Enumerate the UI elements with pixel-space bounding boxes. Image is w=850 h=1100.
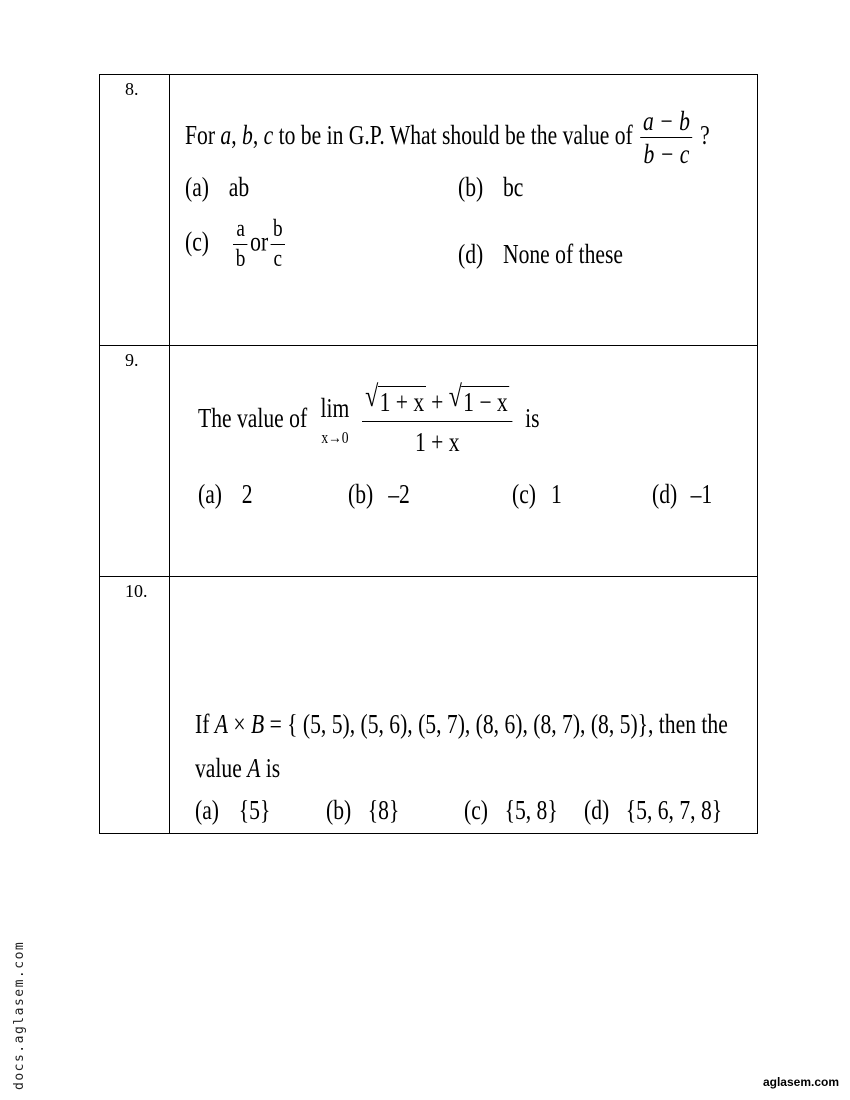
radicand: 1 + x bbox=[379, 387, 425, 418]
question-stem-line-1 bbox=[195, 709, 728, 740]
option-d bbox=[458, 239, 623, 270]
option-text: {5, 8} bbox=[504, 794, 558, 825]
option-text: –1 bbox=[690, 479, 713, 510]
separator: , bbox=[252, 120, 264, 151]
limit-operator bbox=[320, 392, 350, 448]
fraction-numerator: b bbox=[271, 215, 285, 245]
option-label: (c) bbox=[464, 794, 488, 825]
fraction-denominator: 1 + x bbox=[414, 426, 460, 457]
option-label: (d) bbox=[652, 479, 678, 510]
option-text: bc bbox=[502, 172, 524, 202]
fraction-numerator: a bbox=[233, 215, 247, 245]
stem-text: value bbox=[195, 752, 248, 783]
fraction bbox=[233, 215, 247, 274]
option-a bbox=[198, 479, 253, 510]
option-text: None of these bbox=[502, 239, 623, 269]
question-stem bbox=[198, 380, 540, 458]
option-c bbox=[512, 479, 562, 510]
question-stem-line-2 bbox=[195, 753, 280, 784]
option-text: 2 bbox=[241, 479, 253, 510]
option-text: 1 bbox=[550, 479, 562, 510]
stem-text: to be in G.P. What should be the value of bbox=[273, 120, 633, 151]
option-text: –2 bbox=[388, 479, 410, 510]
stem-text: is bbox=[525, 403, 540, 434]
option-label: (d) bbox=[584, 794, 610, 825]
question-number-cell bbox=[100, 75, 170, 346]
option-text: {8} bbox=[367, 794, 400, 825]
square-root bbox=[448, 380, 510, 418]
option-label: (a) bbox=[198, 479, 222, 510]
variable-b: b bbox=[242, 120, 253, 151]
option-d bbox=[584, 795, 722, 826]
option-label: (d) bbox=[458, 239, 484, 269]
fraction-numerator bbox=[362, 380, 513, 421]
question-number: 10. bbox=[125, 580, 148, 601]
question-number: 9. bbox=[125, 350, 139, 371]
fraction-denominator: c bbox=[273, 245, 283, 272]
question-row-10 bbox=[100, 576, 758, 833]
option-text: or bbox=[250, 226, 269, 257]
radicand: 1 − x bbox=[463, 387, 508, 418]
option-label: (b) bbox=[458, 172, 484, 202]
question-mark: ? bbox=[700, 120, 710, 151]
stem-text: is bbox=[260, 752, 281, 783]
variable-A: A bbox=[247, 752, 261, 783]
fraction bbox=[271, 215, 285, 274]
option-a bbox=[185, 172, 249, 203]
times-sign: × bbox=[227, 708, 251, 739]
separator: , bbox=[231, 120, 243, 151]
option-d bbox=[652, 479, 712, 510]
question-row-9 bbox=[100, 346, 758, 576]
option-text: {5, 6, 7, 8} bbox=[625, 794, 723, 825]
fraction bbox=[641, 105, 693, 171]
variable-c: c bbox=[263, 120, 274, 151]
option-c bbox=[185, 215, 287, 274]
question-row-8 bbox=[100, 75, 758, 346]
question-content-cell bbox=[170, 346, 758, 576]
site-watermark: aglasem.com bbox=[762, 1075, 839, 1089]
option-b bbox=[326, 795, 399, 826]
radical-sign-icon: √ bbox=[365, 380, 379, 414]
questions-table bbox=[99, 74, 758, 834]
option-text: {5} bbox=[238, 794, 271, 825]
option-label: (a) bbox=[185, 172, 209, 202]
plus-sign: + bbox=[431, 387, 444, 418]
question-content-cell bbox=[170, 75, 758, 346]
fraction bbox=[362, 380, 513, 458]
option-label: (b) bbox=[326, 794, 352, 825]
question-number: 8. bbox=[125, 79, 139, 99]
question-number-cell bbox=[100, 576, 170, 833]
option-label: (c) bbox=[185, 226, 209, 257]
stem-text: If bbox=[195, 708, 215, 739]
limit-subscript: x→0 bbox=[321, 427, 349, 447]
option-label: (c) bbox=[512, 479, 536, 510]
square-root bbox=[365, 380, 426, 418]
stem-text: For bbox=[185, 120, 221, 151]
option-b bbox=[348, 479, 410, 510]
stem-text: The value of bbox=[198, 403, 308, 434]
radical-sign-icon: √ bbox=[448, 380, 462, 414]
option-a bbox=[195, 795, 270, 826]
option-b bbox=[458, 172, 523, 203]
option-label: (a) bbox=[195, 794, 219, 825]
option-label: (b) bbox=[348, 479, 374, 510]
limit-text: lim bbox=[320, 392, 350, 423]
fraction-denominator: b − c bbox=[643, 139, 690, 170]
question-number-cell bbox=[100, 346, 170, 576]
side-watermark: docs.aglasem.com bbox=[12, 940, 27, 1090]
fraction-numerator: a − b bbox=[641, 105, 693, 138]
question-content-cell bbox=[170, 576, 758, 833]
variable-A: A bbox=[214, 708, 228, 739]
variable-B: B bbox=[250, 708, 265, 739]
stem-text: = { (5, 5), (5, 6), (5, 7), (8, 6), (8, 7), (8, 5)}, then the bbox=[264, 708, 728, 739]
option-text: ab bbox=[228, 172, 250, 202]
option-c bbox=[464, 795, 558, 826]
question-stem bbox=[185, 105, 710, 171]
variable-a: a bbox=[220, 120, 232, 151]
fraction-denominator: b bbox=[235, 245, 246, 272]
